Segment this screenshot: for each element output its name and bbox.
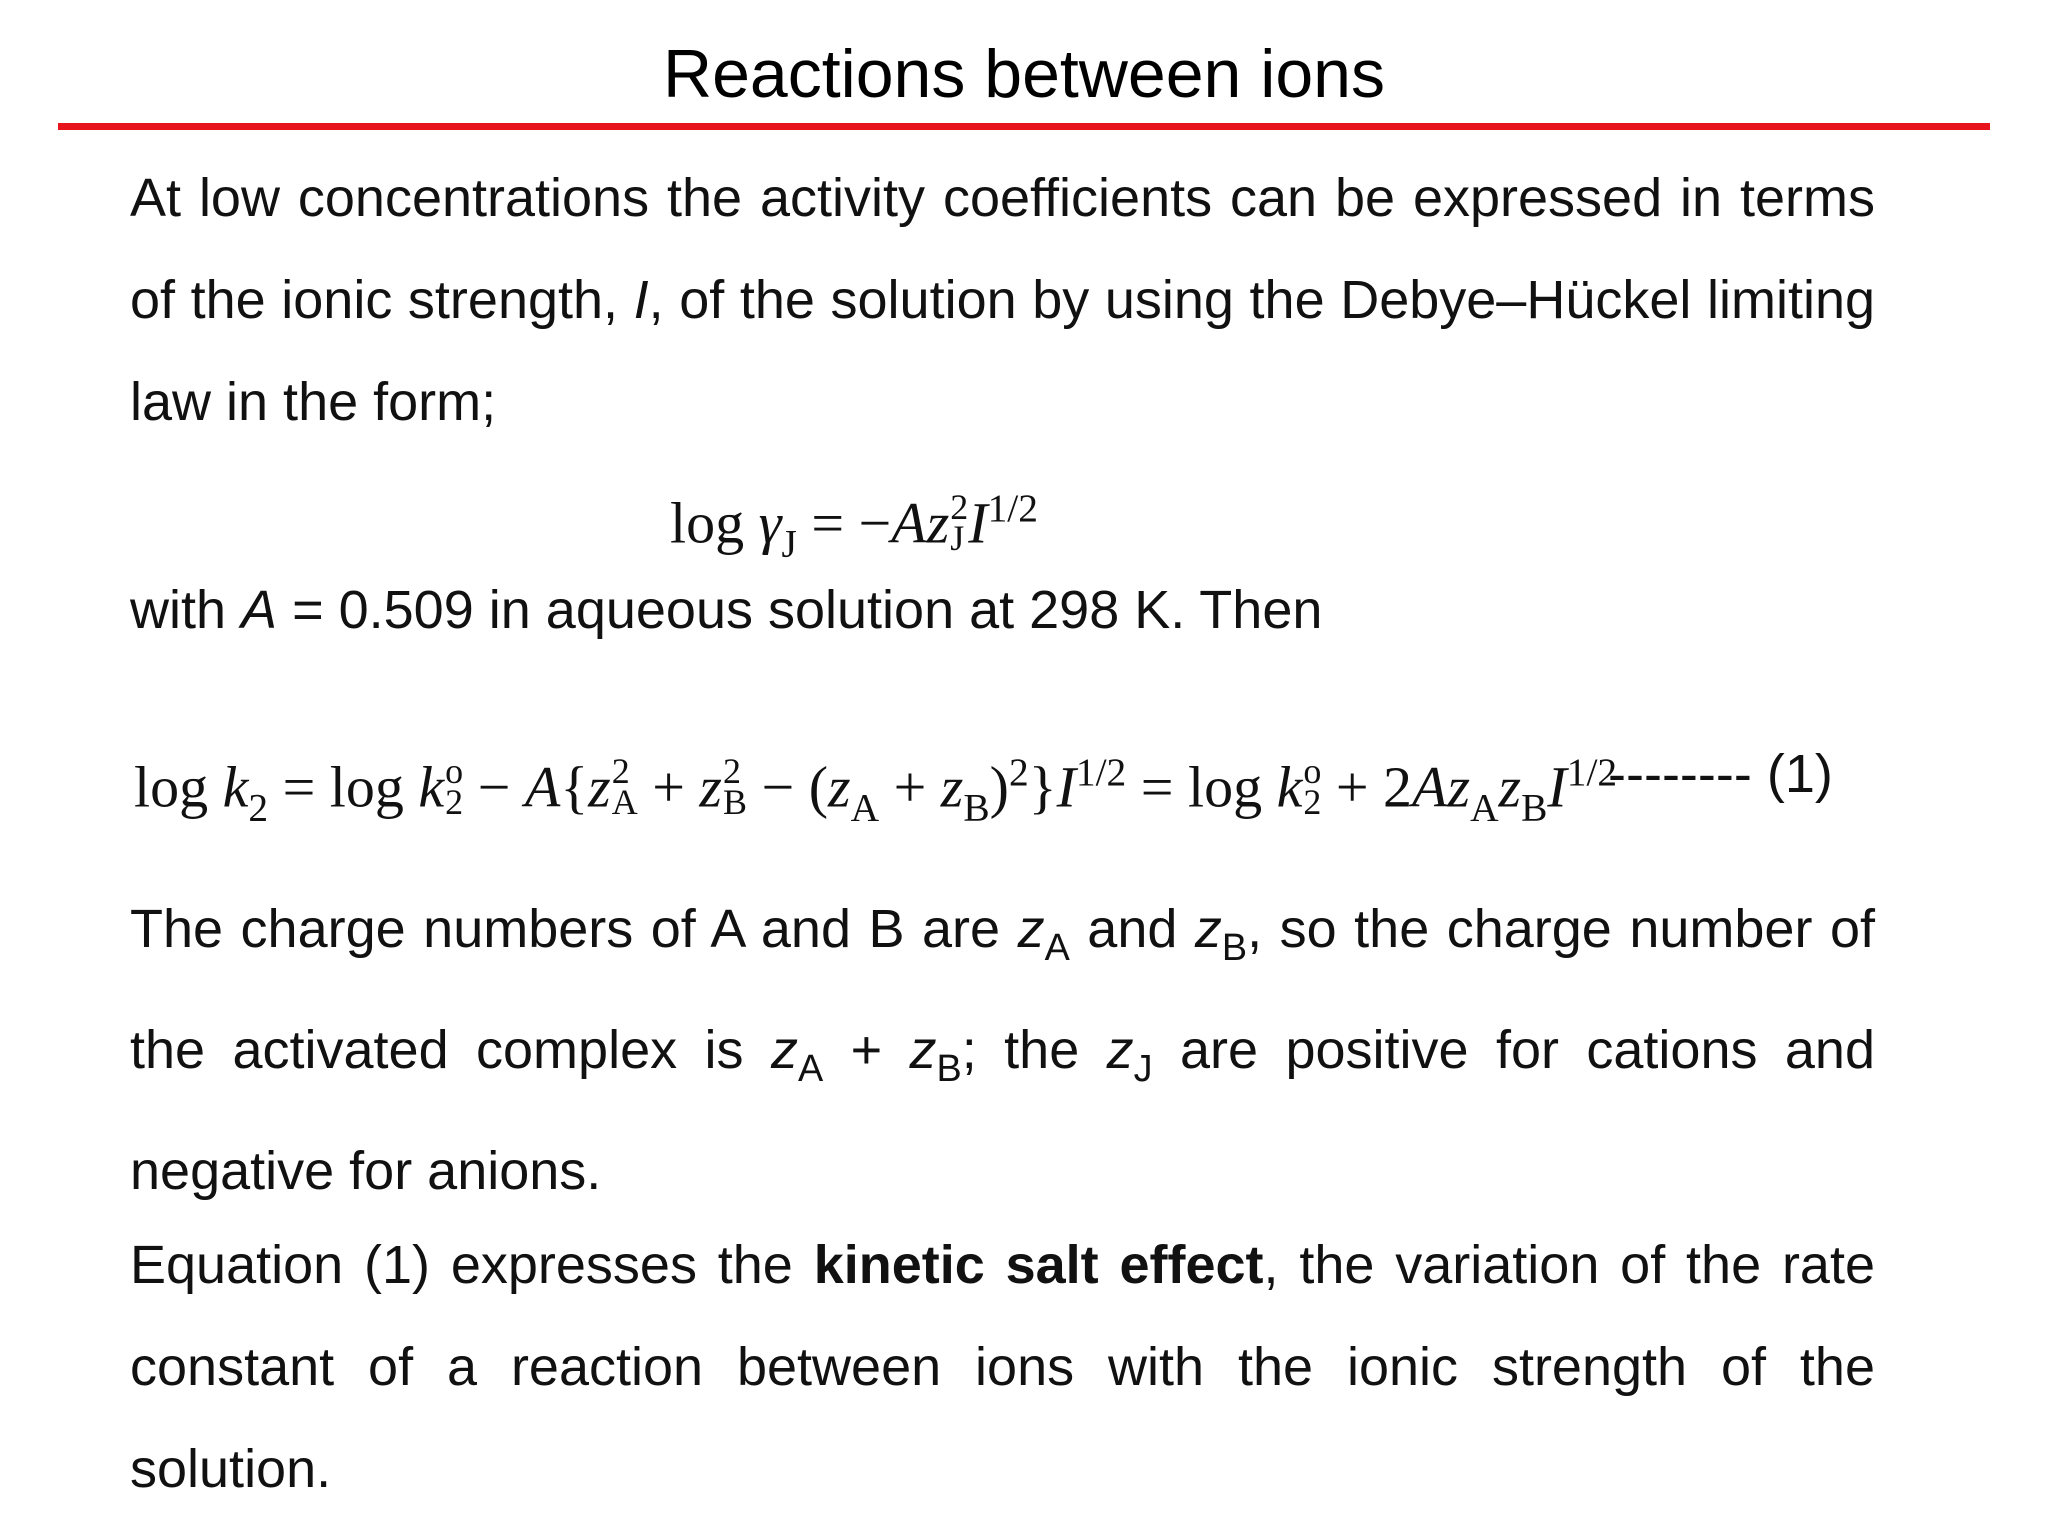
eq1-minus: − [463,754,525,820]
eq1-zB3-sub: B [1521,785,1548,830]
eq1-paren-sup: 2 [1009,750,1029,794]
equation-1 [134,732,1617,847]
p4-text-b: , the variation of the rate constant of a reaction between ions with the ionic strength of the solution. [130,1235,1875,1499]
eq1-plus-2: + 2 [1321,754,1413,820]
title-underline [58,123,1990,130]
eq1-zB: z [699,754,722,820]
slide-title: Reactions between ions [662,36,1385,112]
p3-text-d: are positive for cations and negative for anions. [130,1020,1875,1202]
p3-text-a: The charge numbers of A and B are [130,899,1018,959]
eq-gamma-symbol: γ [758,490,782,556]
eq-gamma-z-sub: J [950,517,965,558]
p3-zB2: z [909,1020,937,1081]
eq-gamma-I-sup: 1/2 [987,486,1038,530]
p3-text-b: , so the charge number of the activated complex is [130,899,1875,1081]
p2-text-b: = 0.509 in aqueous solution at 298 K. Then [277,580,1323,640]
p3-zA2: z [770,1020,798,1081]
equation-number-label: -------- (1) [1608,744,1833,804]
eq1-zA2-sub: A [850,785,880,830]
eq1-k: k [222,754,249,820]
paragraph-charge-numbers [130,878,1875,1222]
eq-gamma-z-sup: 2 [950,487,969,528]
eq1-zB3: z [1498,754,1522,820]
eq1-I2-sup: 1/2 [1566,750,1618,794]
p3-zB-sub: B [1221,927,1248,970]
p3-zA2-sub: A [797,1048,824,1091]
eq1-close-paren: ) [989,754,1009,820]
eq1-zA: z [588,754,611,820]
p3-zJ: z [1106,1020,1134,1081]
paragraph-A-value [130,559,1875,661]
p4-text-a: Equation (1) expresses the [130,1235,814,1295]
eq-gamma-A: A [891,490,927,556]
p3-plus: + [823,1020,910,1081]
eq1-zB2: z [940,754,964,820]
p3-zA-sub: A [1044,927,1070,970]
eq1-I2: I [1547,754,1567,820]
p3-zJ-sub: J [1133,1048,1153,1091]
eq1-log: log [134,754,223,820]
eq1-k0-sub: 2 [445,781,464,822]
paragraph-debye-huckel-intro [130,147,1875,453]
eq1-I-sup: 1/2 [1075,750,1127,794]
eq1-k0-sup: o [445,751,464,792]
eq1-k0-scripts [445,751,464,822]
eq1-plus: + [637,754,700,820]
eq1-brace-close: } [1028,754,1057,820]
p1-text-b: , of the solution by using the Debye–Hückel limiting law in the form; [130,270,1876,432]
eq1-zA-sub: A [611,781,638,822]
p1-text-a: At low concentrations the activity coefficients can be expressed in terms of the ionic strength, [130,168,1875,330]
eq1-k0b-scripts [1303,751,1322,822]
eq-gamma-I: I [968,490,988,556]
eq1-zA3-sub: A [1470,785,1499,830]
p4-bold-term: kinetic salt effect [813,1235,1264,1295]
eq-gamma-log: log [670,490,759,556]
eq1-zB-scripts [723,751,747,822]
eq-gamma-z: z [926,490,950,556]
eq1-zA-sup: 2 [611,751,630,792]
eq1-k0b: k [1276,754,1303,820]
eq1-k-sub: 2 [248,785,269,830]
eq1-equals-log: = log [268,754,419,820]
eq1-A: A [524,754,561,820]
p3-text-and: and [1069,899,1195,959]
eq-gamma-equals: = − [796,490,892,556]
eq1-zB-sub: B [723,781,747,822]
p3-zB2-sub: B [936,1048,962,1091]
p3-zB: z [1194,899,1222,959]
p3-text-c: ; the [961,1020,1107,1081]
p2-text-a: with [130,580,242,640]
p2-var-A: A [241,580,278,640]
eq1-zB2-sub: B [963,785,990,830]
eq1-k0b-sub: 2 [1303,781,1322,822]
eq1-zA2: z [828,754,851,820]
eq1-zB-sup: 2 [723,751,741,792]
eq1-plus2: + [879,754,941,820]
eq1-A2: A [1412,754,1448,820]
eq1-k0: k [418,754,445,820]
eq1-equals-log2: = log [1126,754,1277,820]
eq1-zA-scripts [611,751,638,822]
eq1-brace-open: { [560,754,589,820]
eq-gamma-sub-J: J [781,521,797,566]
eq1-minus-paren: − ( [746,754,829,820]
eq1-zA3: z [1447,754,1471,820]
p1-var-I: I [633,270,649,330]
eq-gamma-z-scripts [950,487,969,558]
eq1-I: I [1056,754,1076,820]
eq1-k0b-sup: o [1303,751,1322,792]
p3-zA: z [1017,899,1045,959]
paragraph-kinetic-salt-effect [130,1214,1875,1520]
